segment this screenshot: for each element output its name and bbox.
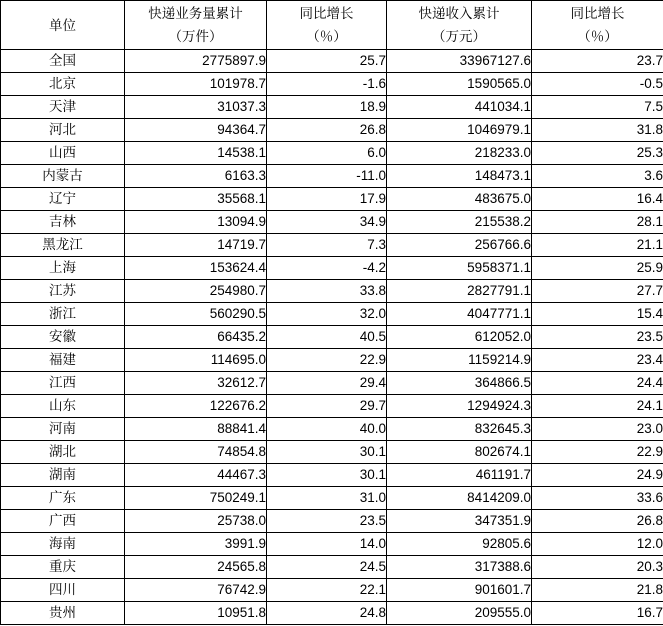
cell-volume-growth: 40.5: [267, 326, 387, 349]
cell-revenue: 901601.7: [387, 579, 532, 602]
cell-revenue: 483675.0: [387, 188, 532, 211]
cell-revenue: 364866.5: [387, 372, 532, 395]
cell-volume: 101978.7: [125, 73, 267, 96]
cell-volume: 13094.9: [125, 211, 267, 234]
cell-unit: 安徽: [1, 326, 125, 349]
cell-volume-growth: 7.3: [267, 234, 387, 257]
cell-volume-growth: 30.1: [267, 464, 387, 487]
cell-revenue: 1159214.9: [387, 349, 532, 372]
cell-volume-growth: 30.1: [267, 441, 387, 464]
cell-volume-growth: -1.6: [267, 73, 387, 96]
column-header-revenue-growth: [532, 1, 663, 50]
cell-unit: 山西: [1, 142, 125, 165]
cell-unit: 湖南: [1, 464, 125, 487]
cell-volume: 14538.1: [125, 142, 267, 165]
column-header-unit-line1: 单位: [49, 17, 76, 33]
table-row: [1, 579, 663, 602]
cell-volume-growth: 26.8: [267, 119, 387, 142]
cell-volume-growth: 22.9: [267, 349, 387, 372]
cell-volume: 94364.7: [125, 119, 267, 142]
cell-volume-growth: -11.0: [267, 165, 387, 188]
table-header: [1, 1, 663, 50]
cell-volume-growth: 31.0: [267, 487, 387, 510]
cell-unit: 辽宁: [1, 188, 125, 211]
cell-unit: 天津: [1, 96, 125, 119]
cell-revenue-growth: 16.7: [532, 602, 663, 625]
table-row: [1, 165, 663, 188]
cell-revenue-growth: 24.9: [532, 464, 663, 487]
cell-volume: 31037.3: [125, 96, 267, 119]
column-header-revenue-line1: 快递收入累计: [418, 6, 500, 21]
cell-revenue-growth: 24.4: [532, 372, 663, 395]
table-row: [1, 142, 663, 165]
table-row: [1, 533, 663, 556]
cell-volume: 88841.4: [125, 418, 267, 441]
column-header-revenue: [387, 1, 532, 50]
cell-revenue: 5958371.1: [387, 257, 532, 280]
cell-revenue: 832645.3: [387, 418, 532, 441]
cell-volume: 10951.8: [125, 602, 267, 625]
cell-revenue-growth: 24.1: [532, 395, 663, 418]
table-row: [1, 441, 663, 464]
cell-volume-growth: -4.2: [267, 257, 387, 280]
cell-unit: 福建: [1, 349, 125, 372]
cell-volume: 2775897.9: [125, 50, 267, 73]
cell-revenue-growth: 7.5: [532, 96, 663, 119]
cell-revenue: 218233.0: [387, 142, 532, 165]
cell-volume-growth: 24.8: [267, 602, 387, 625]
table-row: [1, 234, 663, 257]
cell-volume-growth: 18.9: [267, 96, 387, 119]
cell-volume: 14719.7: [125, 234, 267, 257]
table-row: [1, 73, 663, 96]
cell-volume-growth: 29.7: [267, 395, 387, 418]
cell-revenue-growth: 16.4: [532, 188, 663, 211]
cell-revenue-growth: -0.5: [532, 73, 663, 96]
cell-revenue-growth: 3.6: [532, 165, 663, 188]
cell-revenue: 256766.6: [387, 234, 532, 257]
cell-unit: 江西: [1, 372, 125, 395]
table-row: [1, 372, 663, 395]
table-row: [1, 326, 663, 349]
cell-volume: 3991.9: [125, 533, 267, 556]
table-row: [1, 510, 663, 533]
cell-volume-growth: 22.1: [267, 579, 387, 602]
cell-revenue-growth: 33.6: [532, 487, 663, 510]
cell-unit: 重庆: [1, 556, 125, 579]
column-header-revenue-line2: （万元）: [432, 29, 486, 44]
cell-revenue: 1046979.1: [387, 119, 532, 142]
cell-revenue-growth: 26.8: [532, 510, 663, 533]
cell-volume: 114695.0: [125, 349, 267, 372]
table-body: [1, 50, 663, 625]
cell-unit: 河北: [1, 119, 125, 142]
cell-unit: 上海: [1, 257, 125, 280]
cell-volume: 153624.4: [125, 257, 267, 280]
cell-volume: 560290.5: [125, 303, 267, 326]
cell-volume: 25738.0: [125, 510, 267, 533]
table-row: [1, 96, 663, 119]
cell-revenue: 347351.9: [387, 510, 532, 533]
table-row: [1, 602, 663, 625]
cell-revenue-growth: 15.4: [532, 303, 663, 326]
cell-volume-growth: 33.8: [267, 280, 387, 303]
table-row: [1, 280, 663, 303]
cell-unit: 广东: [1, 487, 125, 510]
cell-volume-growth: 23.5: [267, 510, 387, 533]
column-header-unit: [1, 1, 125, 50]
cell-revenue-growth: 20.3: [532, 556, 663, 579]
table-row: [1, 395, 663, 418]
cell-revenue: 2827791.1: [387, 280, 532, 303]
cell-unit: 浙江: [1, 303, 125, 326]
cell-revenue: 4047771.1: [387, 303, 532, 326]
cell-revenue-growth: 23.5: [532, 326, 663, 349]
column-header-volume-growth-line2: （％）: [306, 29, 347, 44]
cell-revenue: 209555.0: [387, 602, 532, 625]
cell-volume: 750249.1: [125, 487, 267, 510]
table-row: [1, 257, 663, 280]
column-header-volume-growth-line1: 同比增长: [299, 6, 354, 21]
cell-unit: 湖北: [1, 441, 125, 464]
cell-revenue: 317388.6: [387, 556, 532, 579]
column-header-volume-line1: 快递业务量累计: [148, 6, 243, 21]
table-row: [1, 50, 663, 73]
table-row: [1, 418, 663, 441]
cell-revenue: 802674.1: [387, 441, 532, 464]
column-header-volume: [125, 1, 267, 50]
cell-revenue: 92805.6: [387, 533, 532, 556]
cell-volume: 32612.7: [125, 372, 267, 395]
cell-revenue-growth: 12.0: [532, 533, 663, 556]
table-header-row: [1, 1, 663, 50]
cell-revenue-growth: 31.8: [532, 119, 663, 142]
cell-volume: 122676.2: [125, 395, 267, 418]
cell-volume-growth: 17.9: [267, 188, 387, 211]
cell-revenue: 461191.7: [387, 464, 532, 487]
cell-revenue: 1590565.0: [387, 73, 532, 96]
cell-volume: 76742.9: [125, 579, 267, 602]
cell-volume-growth: 14.0: [267, 533, 387, 556]
cell-revenue-growth: 28.1: [532, 211, 663, 234]
table-row: [1, 349, 663, 372]
cell-revenue: 215538.2: [387, 211, 532, 234]
cell-unit: 河南: [1, 418, 125, 441]
column-header-revenue-growth-line2: （％）: [577, 29, 618, 44]
table-row: [1, 487, 663, 510]
cell-volume-growth: 32.0: [267, 303, 387, 326]
cell-revenue-growth: 23.7: [532, 50, 663, 73]
cell-unit: 广西: [1, 510, 125, 533]
cell-unit: 江苏: [1, 280, 125, 303]
column-header-volume-line2: （万件）: [168, 29, 223, 44]
table-row: [1, 119, 663, 142]
cell-revenue-growth: 27.7: [532, 280, 663, 303]
cell-volume: 24565.8: [125, 556, 267, 579]
cell-volume-growth: 25.7: [267, 50, 387, 73]
cell-volume-growth: 40.0: [267, 418, 387, 441]
cell-volume-growth: 24.5: [267, 556, 387, 579]
cell-unit: 山东: [1, 395, 125, 418]
cell-volume-growth: 6.0: [267, 142, 387, 165]
cell-unit: 内蒙古: [1, 165, 125, 188]
cell-unit: 吉林: [1, 211, 125, 234]
cell-volume-growth: 34.9: [267, 211, 387, 234]
cell-volume-growth: 29.4: [267, 372, 387, 395]
cell-revenue-growth: 23.4: [532, 349, 663, 372]
cell-unit: 四川: [1, 579, 125, 602]
column-header-volume-growth: [267, 1, 387, 50]
cell-revenue: 1294924.3: [387, 395, 532, 418]
cell-revenue: 8414209.0: [387, 487, 532, 510]
cell-revenue-growth: 25.3: [532, 142, 663, 165]
cell-unit: 全国: [1, 50, 125, 73]
cell-unit: 北京: [1, 73, 125, 96]
table-row: [1, 464, 663, 487]
cell-volume: 74854.8: [125, 441, 267, 464]
cell-revenue-growth: 21.1: [532, 234, 663, 257]
cell-unit: 海南: [1, 533, 125, 556]
cell-volume: 6163.3: [125, 165, 267, 188]
column-header-revenue-growth-line1: 同比增长: [570, 6, 625, 21]
cell-revenue: 148473.1: [387, 165, 532, 188]
table-row: [1, 303, 663, 326]
cell-volume: 35568.1: [125, 188, 267, 211]
cell-revenue-growth: 22.9: [532, 441, 663, 464]
cell-volume: 44467.3: [125, 464, 267, 487]
table-row: [1, 211, 663, 234]
cell-revenue-growth: 25.9: [532, 257, 663, 280]
cell-revenue: 33967127.6: [387, 50, 532, 73]
cell-volume: 254980.7: [125, 280, 267, 303]
table-row: [1, 188, 663, 211]
cell-revenue-growth: 21.8: [532, 579, 663, 602]
cell-volume: 66435.2: [125, 326, 267, 349]
cell-unit: 黑龙江: [1, 234, 125, 257]
cell-revenue: 612052.0: [387, 326, 532, 349]
table-row: [1, 556, 663, 579]
cell-unit: 贵州: [1, 602, 125, 625]
cell-revenue-growth: 23.0: [532, 418, 663, 441]
cell-revenue: 441034.1: [387, 96, 532, 119]
